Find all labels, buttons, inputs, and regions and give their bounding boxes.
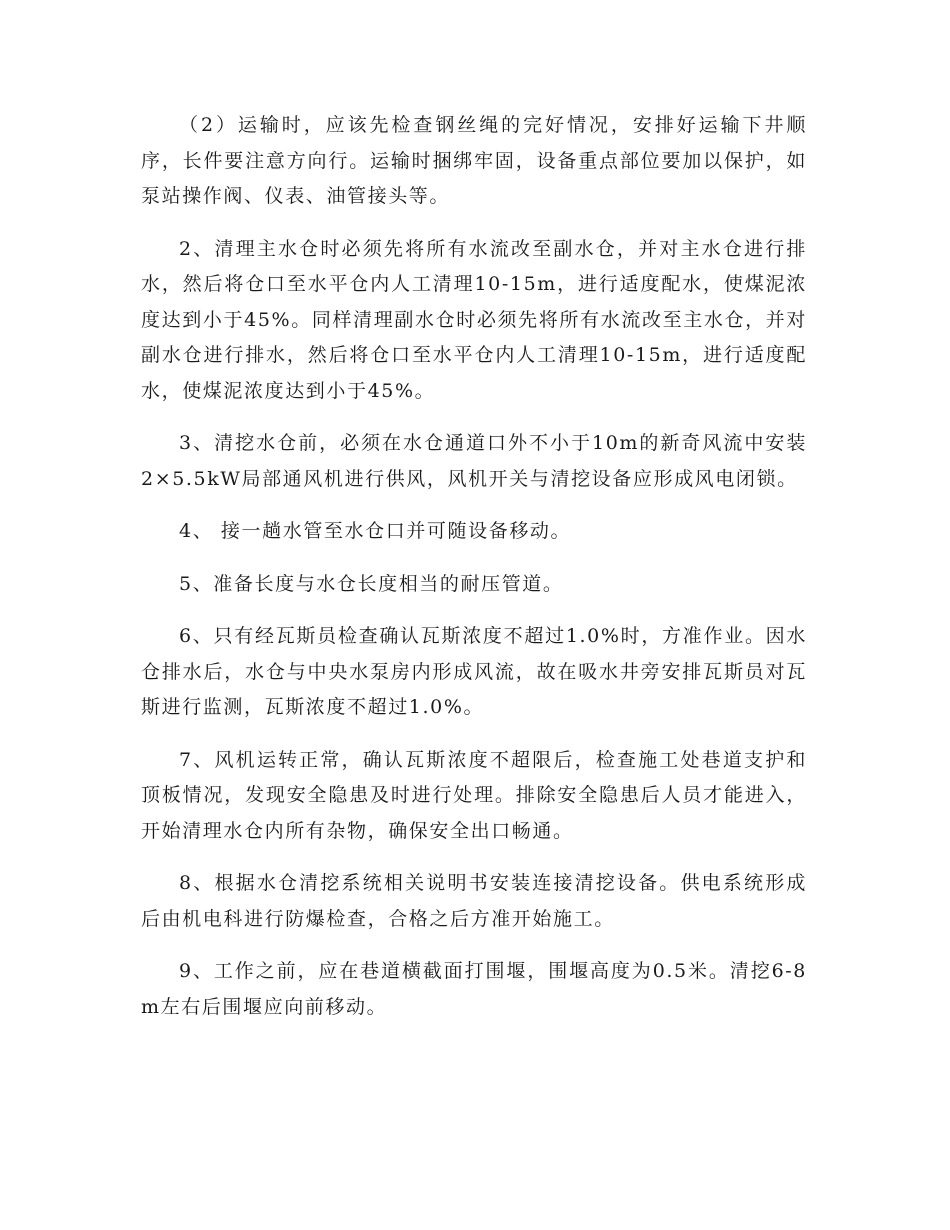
paragraph-6-gas-check: 6、只有经瓦斯员检查确认瓦斯浓度不超过1.0%时，方准作业。因水仓排水后，水仓与中央水泵房内形成风流，故在吸水井旁安排瓦斯员对瓦斯进行监测，瓦斯浓度不超过1.0%。 [141, 625, 807, 718]
paragraph-4-water-pipe: 4、 接一趟水管至水仓口并可随设备移动。 [179, 520, 572, 542]
document-body [141, 108, 807, 1042]
paragraph-2-clean-water-sump: 2、清理主水仓时必须先将所有水流改至副水仓，并对主水仓进行排水，然后将仓口至水平仓内人工清理10-15m，进行适度配水，使煤泥浓度达到小于45%。同样清理副水仓时必须先将所有水流改至主水仓，并对副水仓进行排水，然后将仓口至水平仓内人工清理10-15m，进行适度配水，使煤泥浓度达到小于45%。 [141, 237, 807, 402]
paragraph-5-pressure-pipe: 5、准备长度与水仓长度相当的耐压管道。 [179, 572, 564, 595]
paragraph-7-fan-operation: 7、风机运转正常，确认瓦斯浓度不超限后，检查施工处巷道支护和顶板情况，发现安全隐患及时进行处理。排除安全隐患后人员才能进入，开始清理水仓内所有杂物，确保安全出口畅通。 [141, 748, 807, 842]
paragraph-9-cofferdam: 9、工作之前，应在巷道横截面打围堰，围堰高度为0.5米。清挖6-8m左右后围堰应向前移动。 [141, 960, 807, 1018]
paragraph-transport: （2）运输时，应该先检查钢丝绳的完好情况，安排好运输下井顺序，长件要注意方向行。运输时捆绑牢固，设备重点部位要加以保护，如泵站操作阀、仪表、油管接头等。 [141, 114, 807, 207]
paragraph-8-equipment-install: 8、根据水仓清挖系统相关说明书安装连接清挖设备。供电系统形成后由机电科进行防爆检查，合格之后方准开始施工。 [141, 872, 807, 930]
paragraph-3-ventilation: 3、清挖水仓前，必须在水仓通道口外不小于10m的新奇风流中安装2×5.5kW局部通风机进行供风，风机开关与清挖设备应形成风电闭锁。 [141, 432, 807, 490]
